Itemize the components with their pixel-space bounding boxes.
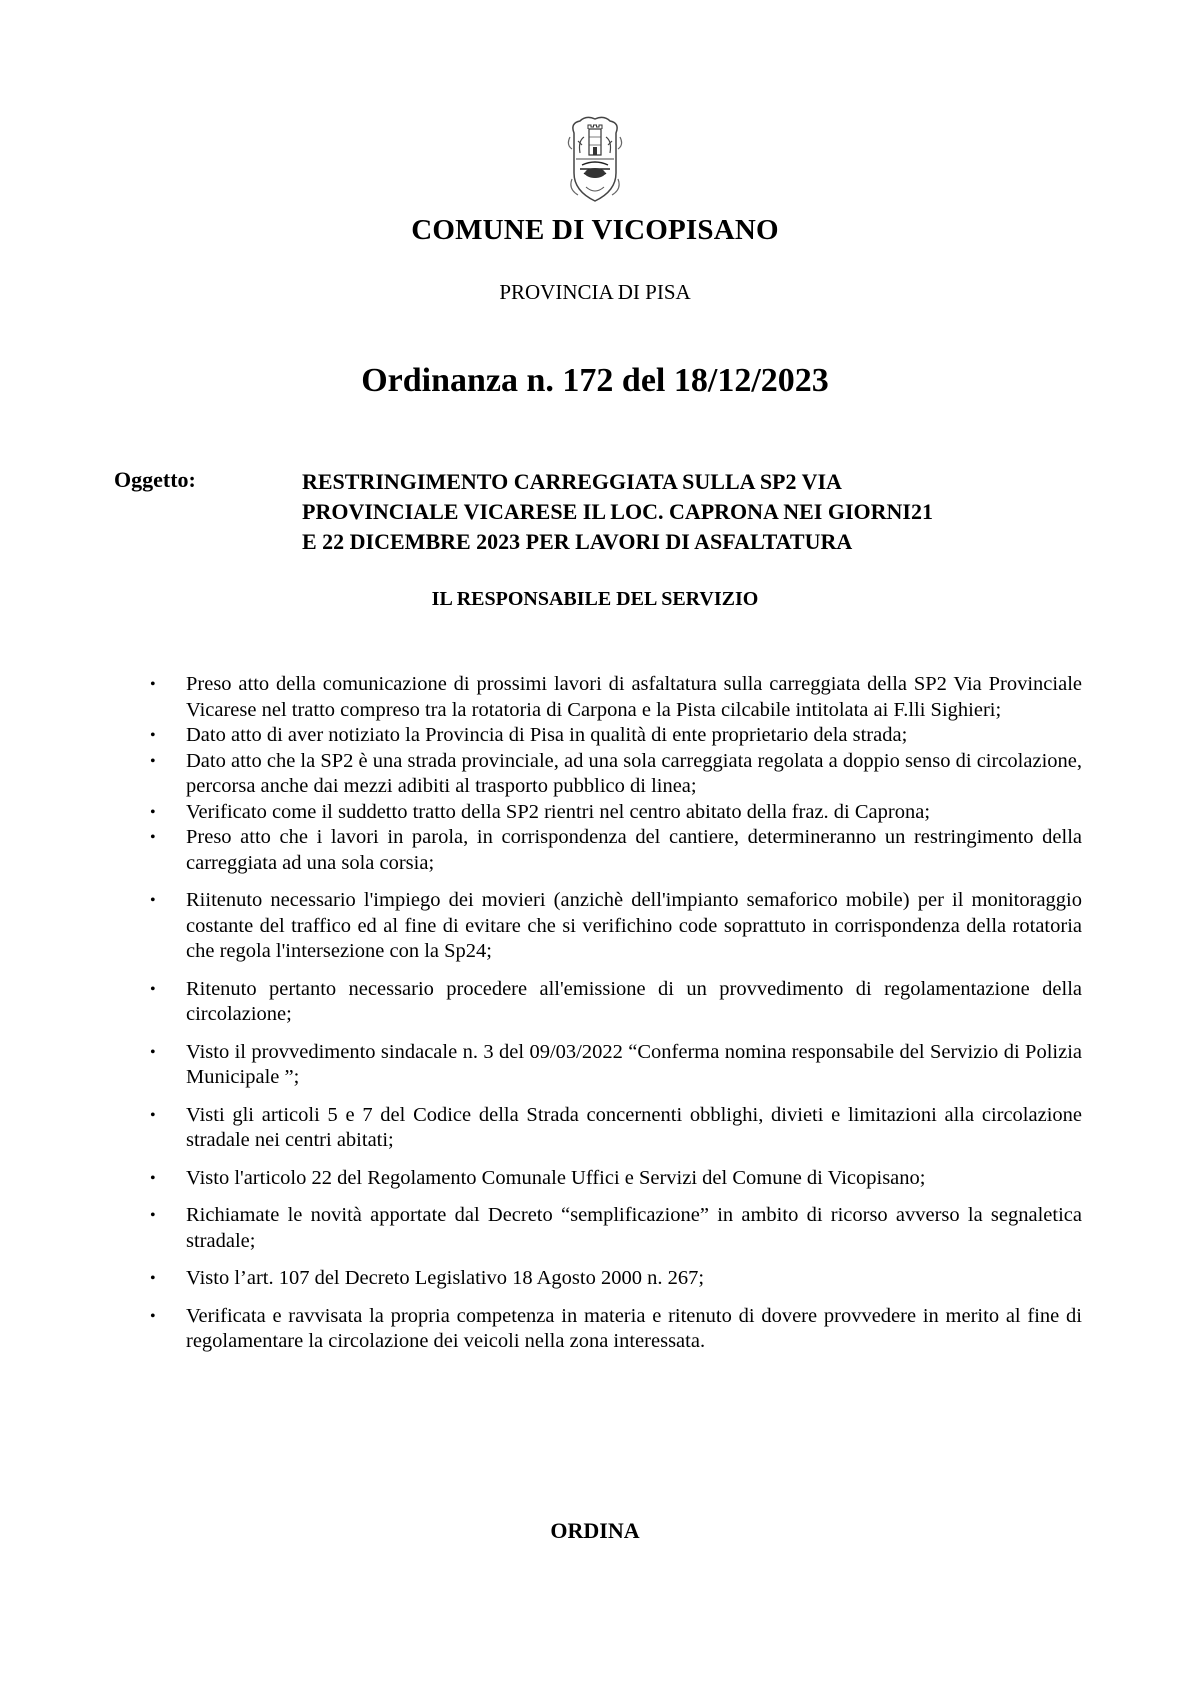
list-item [146,825,1082,876]
coat-of-arms-icon [566,115,624,205]
bullet-icon: • [150,829,156,846]
list-item [146,1266,1082,1292]
section-heading-ordina: ORDINA [550,1518,640,1543]
list-item-text: Visti gli articoli 5 e 7 del Codice della Strada concernenti obblighi, divieti e limitazioni alla circolazione stradale nei centri abitati; [186,1103,1082,1151]
bullet-icon: • [150,1043,156,1061]
premises-list [146,672,1082,1355]
bullet-icon: • [150,676,156,693]
list-item-text: Riitenuto necessario l'impiego dei movieri (anzichè dell'impianto semaforico mobile) per il monitoraggio costante del traffico ed al fine di evitare che si verifichino code soprattuto in corrispondenza della rotatoria che regola l'intersezione con la Sp24; [186,889,1082,962]
subject-text [302,467,1102,557]
list-item [146,977,1082,1028]
subject-line: RESTRINGIMENTO CARREGGIATA SULLA SP2 VIA [302,469,842,494]
bullet-icon: • [150,892,156,909]
bullet-icon: • [150,1207,156,1224]
list-item [146,672,1082,723]
list-item-text: Visto il provvedimento sindacale n. 3 del 09/03/2022 “Conferma nomina responsabile del Servizio di Polizia Municipale ”; [186,1040,1082,1088]
bullet-icon: • [150,752,156,770]
list-item [146,800,1082,826]
list-item [146,1103,1082,1154]
subject-line: PROVINCIALE VICARESE IL LOC. CAPRONA NEI GIORNI21 [302,499,933,524]
list-item [146,1304,1082,1355]
ordinance-title: Ordinanza n. 172 del 18/12/2023 [361,362,829,399]
bullet-icon: • [150,1106,156,1124]
list-item [146,723,1082,749]
list-item [146,749,1082,800]
bullet-icon: • [150,1270,156,1287]
list-item-text: Richiamate le novità apportate dal Decreto “semplificazione” in ambito di ricorso avverso la segnaletica stradale; [186,1204,1082,1252]
municipality-name: COMUNE DI VICOPISANO [411,214,779,246]
list-item [146,1166,1082,1192]
list-item-text: Preso atto della comunicazione di prossimi lavori di asfaltatura sulla carreggiata della SP2 Via Provinciale Vicarese nel tratto compreso tra la rotatoria di Carpona e la Pista cilcabile intitolata ai F.lli Sighieri; [186,673,1082,721]
list-item-text: Dato atto di aver notiziato la Provincia di Pisa in qualità di ente proprietario dela strada; [186,724,908,746]
bullet-icon: • [150,803,156,821]
list-item-text: Dato atto che la SP2 è una strada provinciale, ad una sola carreggiata regolata a doppio senso di circolazione, percorsa anche dai mezzi adibiti al trasporto pubblico di linea; [186,749,1082,797]
bullet-icon: • [150,1307,156,1325]
bullet-icon: • [150,727,156,744]
list-item-text: Verificato come il suddetto tratto della SP2 rientri nel centro abitato della fraz. di Caprona; [186,800,931,823]
list-item-text: Verificata e ravvisata la propria competenza in materia e ritenuto di dovere provvedere in merito al fine di regolamentare la circolazione dei veicoli nella zona interessata. [186,1304,1082,1352]
list-item [146,888,1082,965]
subject-label: Oggetto: [114,467,196,492]
list-item-text: Ritenuto pertanto necessario procedere all'emissione di un provvedimento di regolamentazione della circolazione; [186,977,1082,1025]
subject-line: E 22 DICEMBRE 2023 PER LAVORI DI ASFALTATURA [302,529,853,554]
section-heading-responsabile: IL RESPONSABILE DEL SERVIZIO [431,588,759,610]
list-item-text: Visto l'articolo 22 del Regolamento Comunale Uffici e Servizi del Comune di Vicopisano; [186,1166,926,1189]
list-item [146,1040,1082,1091]
list-item-text: Visto l’art. 107 del Decreto Legislativo 18 Agosto 2000 n. 267; [186,1267,705,1289]
province-name: PROVINCIA DI PISA [499,280,691,304]
list-item [146,1203,1082,1254]
list-item-text: Preso atto che i lavori in parola, in corrispondenza del cantiere, determineranno un restringimento della carreggiata ad una sola corsia; [186,826,1082,874]
bullet-icon: • [150,980,156,998]
bullet-icon: • [150,1169,156,1187]
